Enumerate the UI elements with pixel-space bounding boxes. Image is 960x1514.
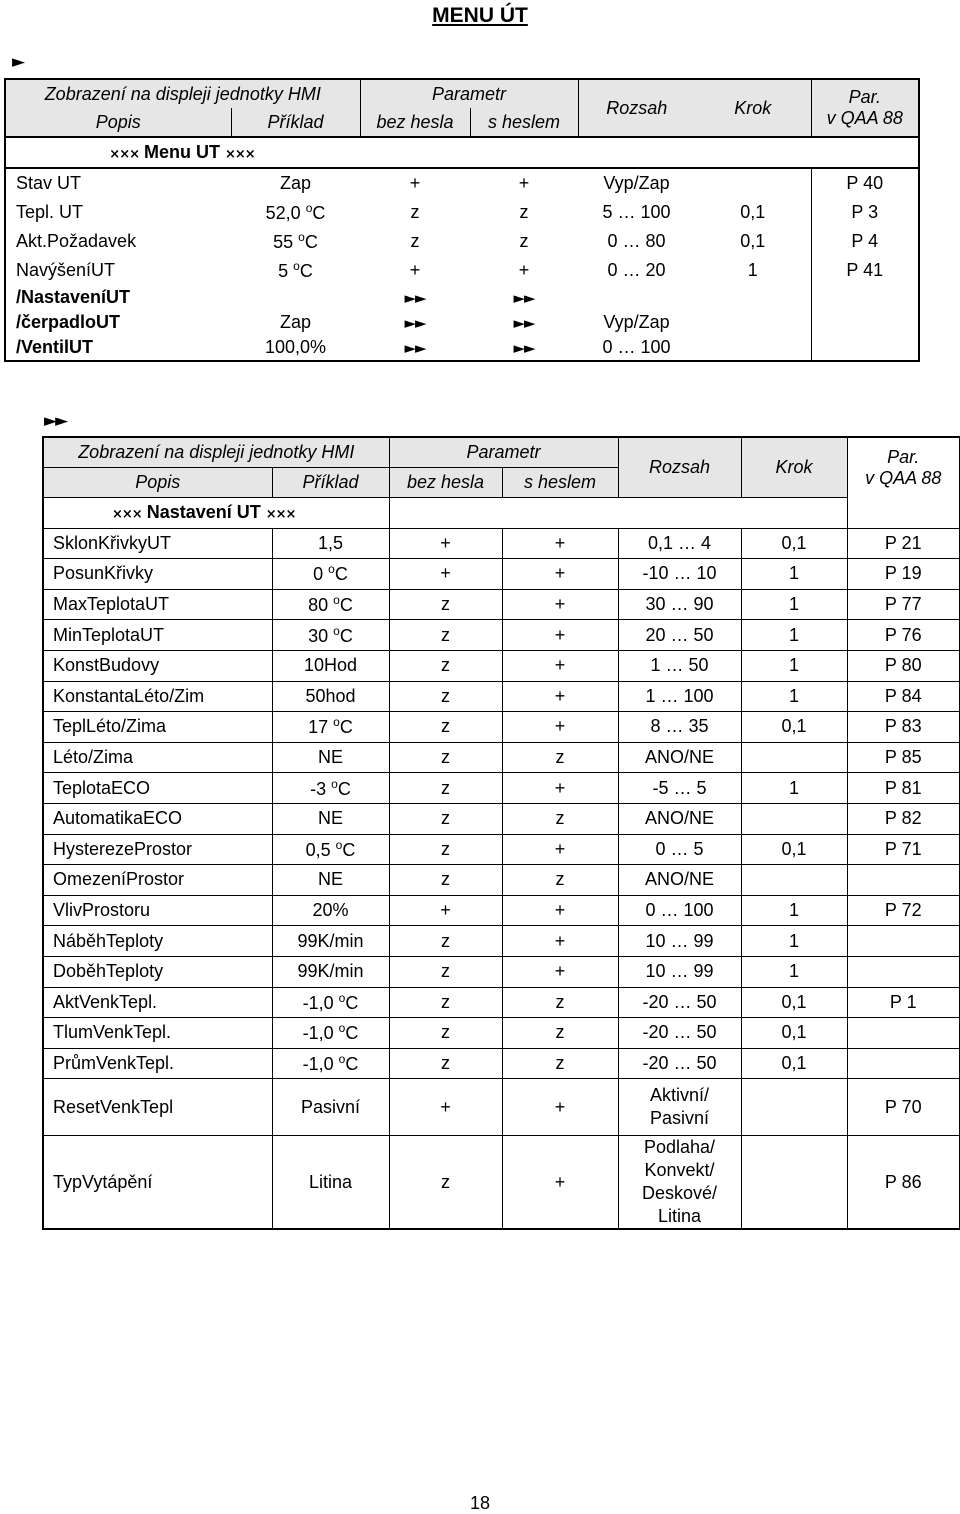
table-row xyxy=(43,895,960,926)
header-popis: Popis xyxy=(5,108,231,137)
cell-popis: KonstantaLéto/Zim xyxy=(43,681,272,712)
cell-bez: z xyxy=(410,231,420,251)
header2-popis: Popis xyxy=(43,468,272,498)
arrow-marker-single: ► xyxy=(12,52,24,72)
cell-s: + xyxy=(502,589,618,620)
cell-s: ►► xyxy=(513,288,535,307)
cell-rozsah: -20 … 50 xyxy=(618,1048,741,1079)
cell-par: P 77 xyxy=(847,589,960,620)
nastaveni-ut-table xyxy=(42,436,960,1230)
cell-popis: Tepl. UT xyxy=(16,202,84,222)
cell-rozsah: -5 … 5 xyxy=(618,773,741,804)
cell-bez: + xyxy=(389,528,502,559)
cell-popis: TeplLéto/Zima xyxy=(43,712,272,743)
header-rozsah: Rozsah xyxy=(578,79,695,137)
cell-par: P 80 xyxy=(847,650,960,681)
cell-krok: 0,1 xyxy=(741,528,847,559)
cell-rozsah: 0,1 … 4 xyxy=(618,528,741,559)
cell-bez: + xyxy=(389,559,502,590)
cell-bez: z xyxy=(389,987,502,1018)
cell-krok: 1 xyxy=(741,681,847,712)
cell-priklad: 0,5 $^o$C xyxy=(272,834,389,865)
cell-bez: + xyxy=(389,895,502,926)
section-title-menu-ut: ××× Menu UT ××× xyxy=(5,137,360,168)
table-row: TypVytápění Litina z + Podlaha/ Konvekt/ Deskové/ Litina P 86 xyxy=(43,1136,960,1230)
header-krok: Krok xyxy=(695,79,811,137)
cell-s: z xyxy=(502,1018,618,1049)
cell-krok xyxy=(695,168,811,198)
cell-rozsah: 20 … 50 xyxy=(618,620,741,651)
table-row: ResetVenkTepl Pasivní + + Aktivní/ Pasivní P 70 xyxy=(43,1079,960,1136)
table-row xyxy=(43,956,960,987)
cell-priklad: 10Hod xyxy=(272,650,389,681)
table-row xyxy=(5,198,919,227)
cell-priklad: NE xyxy=(272,865,389,896)
header-priklad: Příklad xyxy=(231,108,360,137)
cell-priklad xyxy=(231,285,360,310)
cell-priklad: -1,0 $^o$C xyxy=(272,1018,389,1049)
cell-par: P 3 xyxy=(811,198,919,227)
cell-bez: ►► xyxy=(404,313,426,332)
header2-s-heslem: s heslem xyxy=(502,468,618,498)
cell-par: P 71 xyxy=(847,834,960,865)
cell-priklad: 55 $^o$C xyxy=(273,230,318,252)
cell-s: z xyxy=(502,803,618,834)
cell-bez: z xyxy=(389,620,502,651)
cell-bez: z xyxy=(389,773,502,804)
cell-popis: HysterezeProstor xyxy=(43,834,272,865)
cell-krok: 1 xyxy=(741,650,847,681)
cell-krok xyxy=(741,803,847,834)
cell-krok: 0,1 xyxy=(741,1048,847,1079)
cell-popis: DoběhTeploty xyxy=(43,956,272,987)
cell-popis: PrůmVenkTepl. xyxy=(43,1048,272,1079)
table-row xyxy=(43,803,960,834)
cell-bez: z xyxy=(389,834,502,865)
cell-popis: /NastaveníUT xyxy=(16,287,131,307)
cell-rozsah: Vyp/Zap xyxy=(603,312,670,332)
cell-priklad: -3 $^o$C xyxy=(272,773,389,804)
cell-s: + xyxy=(518,260,530,280)
cell-par: P 81 xyxy=(847,773,960,804)
table-row xyxy=(43,834,960,865)
cell-popis: TlumVenkTepl. xyxy=(43,1018,272,1049)
cell-par: P 21 xyxy=(847,528,960,559)
cell-par: P 82 xyxy=(847,803,960,834)
cell-s: z xyxy=(519,231,529,251)
cell-popis: TeplotaECO xyxy=(43,773,272,804)
cell-rozsah: Vyp/Zap xyxy=(603,173,670,193)
header-par: Par. v QAA 88 xyxy=(811,79,919,137)
table-row xyxy=(43,528,960,559)
cell-priklad: Zap xyxy=(279,173,312,193)
cell-s: z xyxy=(519,202,529,222)
cell-s: ►► xyxy=(513,338,535,357)
cell-rozsah: 1 … 50 xyxy=(618,650,741,681)
cell-bez: z xyxy=(389,926,502,957)
section-title-nastaveni-ut: ××× Nastavení UT ××× xyxy=(43,498,389,529)
cell-priklad: 5 $^o$C xyxy=(278,259,313,281)
table-row xyxy=(43,1048,960,1079)
table-row xyxy=(5,335,919,361)
cell-rozsah: 0 … 100 xyxy=(602,337,671,357)
cell-krok: 1 xyxy=(741,956,847,987)
cell-krok: 0,1 xyxy=(741,987,847,1018)
cell-popis: /čerpadloUT xyxy=(16,312,121,332)
header-bez-hesla: bez hesla xyxy=(360,108,470,137)
header2-krok: Krok xyxy=(741,437,847,498)
cell-rozsah: ANO/NE xyxy=(618,865,741,896)
cell-krok: 1 xyxy=(741,589,847,620)
cell-s: + xyxy=(502,681,618,712)
cell-bez: z xyxy=(389,742,502,773)
cell-priklad: 17 $^o$C xyxy=(272,712,389,743)
cell-rozsah: 10 … 99 xyxy=(618,926,741,957)
header2-priklad: Příklad xyxy=(272,468,389,498)
cell-bez: z xyxy=(389,650,502,681)
cell-krok xyxy=(741,865,847,896)
cell-rozsah: 5 … 100 xyxy=(602,202,671,222)
cell-krok: 0,1 xyxy=(740,231,766,251)
cell-rozsah: 0 … 20 xyxy=(607,260,666,280)
cell-s: z xyxy=(502,987,618,1018)
cell-s: + xyxy=(502,528,618,559)
cell-priklad: -1,0 $^o$C xyxy=(272,987,389,1018)
cell-rozsah: 1 … 100 xyxy=(618,681,741,712)
header2-rozsah: Rozsah xyxy=(618,437,741,498)
cell-priklad: 99K/min xyxy=(272,956,389,987)
cell-rozsah: 30 … 90 xyxy=(618,589,741,620)
table-row xyxy=(5,168,919,198)
arrow-marker-double: ►► xyxy=(44,411,67,431)
table-row xyxy=(43,650,960,681)
cell-priklad: 0 $^o$C xyxy=(272,559,389,590)
table-row xyxy=(43,987,960,1018)
cell-popis: /VentilUT xyxy=(16,337,94,357)
table-row xyxy=(43,620,960,651)
cell-priklad: 20% xyxy=(272,895,389,926)
header2-param-label: Parametr xyxy=(389,437,618,468)
cell-priklad: 52,0 $^o$C xyxy=(265,201,326,223)
cell-rozsah: 10 … 99 xyxy=(618,956,741,987)
table-row xyxy=(5,256,919,285)
cell-priklad: Zap xyxy=(279,312,312,332)
cell-par: P 1 xyxy=(847,987,960,1018)
cell-priklad: 99K/min xyxy=(272,926,389,957)
cell-bez: z xyxy=(410,202,420,222)
cell-bez: z xyxy=(389,1048,502,1079)
cell-priklad: NE xyxy=(272,803,389,834)
cell-s: + xyxy=(502,895,618,926)
header2-display-label: Zobrazení na displeji jednotky HMI xyxy=(43,437,389,468)
cell-popis: Léto/Zima xyxy=(43,742,272,773)
cell-priklad: 100,0% xyxy=(264,337,327,357)
cell-krok: 1 xyxy=(747,260,758,280)
table-row xyxy=(43,773,960,804)
cell-par: P 76 xyxy=(847,620,960,651)
cell-s: z xyxy=(502,742,618,773)
cell-rozsah: ANO/NE xyxy=(618,803,741,834)
cell-krok: 1 xyxy=(741,926,847,957)
cell-popis: VlivProstoru xyxy=(43,895,272,926)
table-row xyxy=(5,227,919,256)
cell-popis: AutomatikaECO xyxy=(43,803,272,834)
cell-bez: z xyxy=(389,1018,502,1049)
cell-priklad: 50hod xyxy=(272,681,389,712)
cell-par xyxy=(847,1018,960,1049)
cell-par: P 40 xyxy=(811,168,919,198)
cell-bez: ►► xyxy=(404,338,426,357)
cell-krok: 0,1 xyxy=(741,1018,847,1049)
table-row xyxy=(5,310,919,335)
cell-popis: Akt.Požadavek xyxy=(16,231,137,251)
cell-priklad: 80 $^o$C xyxy=(272,589,389,620)
cell-popis: OmezeníProstor xyxy=(43,865,272,896)
cell-popis: NavýšeníUT xyxy=(16,260,116,280)
header2-par: Par. v QAA 88 xyxy=(847,437,960,498)
cell-krok: 0,1 xyxy=(741,712,847,743)
cell-par: P 83 xyxy=(847,712,960,743)
cell-bez: z xyxy=(389,681,502,712)
cell-par xyxy=(847,926,960,957)
cell-rozsah: -20 … 50 xyxy=(618,987,741,1018)
cell-bez: z xyxy=(389,589,502,620)
cell-popis: SklonKřivkyUT xyxy=(43,528,272,559)
cell-rozsah: ANO/NE xyxy=(618,742,741,773)
cell-popis: MinTeplotaUT xyxy=(43,620,272,651)
cell-s: + xyxy=(502,712,618,743)
cell-par: P 85 xyxy=(847,742,960,773)
cell-krok: 1 xyxy=(741,895,847,926)
table-row xyxy=(43,712,960,743)
menu-ut-table xyxy=(4,78,920,362)
cell-s: + xyxy=(502,650,618,681)
table-row xyxy=(43,926,960,957)
header2-bez-hesla: bez hesla xyxy=(389,468,502,498)
cell-par xyxy=(847,865,960,896)
cell-par xyxy=(847,956,960,987)
cell-par: P 72 xyxy=(847,895,960,926)
cell-s: + xyxy=(502,956,618,987)
cell-rozsah xyxy=(578,285,695,310)
cell-krok: 0,1 xyxy=(741,834,847,865)
page-number: 18 xyxy=(469,1493,491,1513)
cell-par: P 84 xyxy=(847,681,960,712)
table-row xyxy=(43,681,960,712)
cell-s: + xyxy=(502,620,618,651)
cell-krok: 0,1 xyxy=(740,202,766,222)
cell-s: z xyxy=(502,1048,618,1079)
cell-bez: z xyxy=(389,803,502,834)
cell-bez: z xyxy=(389,956,502,987)
cell-s: + xyxy=(502,926,618,957)
table-row xyxy=(43,559,960,590)
table-row xyxy=(43,589,960,620)
cell-popis: KonstBudovy xyxy=(43,650,272,681)
cell-rozsah: 0 … 5 xyxy=(618,834,741,865)
header-param-label: Parametr xyxy=(360,79,578,108)
cell-popis: MaxTeplotaUT xyxy=(43,589,272,620)
cell-par xyxy=(847,1048,960,1079)
table-row xyxy=(43,742,960,773)
table-row xyxy=(43,865,960,896)
cell-s: ►► xyxy=(513,313,535,332)
cell-par: P 41 xyxy=(811,256,919,285)
cell-krok: 1 xyxy=(741,773,847,804)
cell-rozsah: 0 … 80 xyxy=(607,231,666,251)
header-s-heslem: s heslem xyxy=(470,108,578,137)
cell-rozsah: -20 … 50 xyxy=(618,1018,741,1049)
cell-bez: z xyxy=(389,712,502,743)
cell-bez: z xyxy=(389,865,502,896)
cell-krok: 1 xyxy=(741,620,847,651)
cell-priklad: 30 $^o$C xyxy=(272,620,389,651)
cell-bez: ►► xyxy=(404,288,426,307)
cell-s: + xyxy=(518,173,530,193)
cell-s: z xyxy=(502,865,618,896)
cell-par: P 4 xyxy=(811,227,919,256)
cell-krok xyxy=(741,742,847,773)
header-display-label: Zobrazení na displeji jednotky HMI xyxy=(44,83,321,104)
table-row xyxy=(5,285,919,310)
cell-par: P 19 xyxy=(847,559,960,590)
cell-bez: + xyxy=(409,173,421,193)
cell-priklad: -1,0 $^o$C xyxy=(272,1048,389,1079)
cell-s: + xyxy=(502,834,618,865)
cell-priklad: 1,5 xyxy=(272,528,389,559)
cell-popis: PosunKřivky xyxy=(43,559,272,590)
cell-priklad: NE xyxy=(272,742,389,773)
table-row xyxy=(43,1018,960,1049)
cell-popis: Stav UT xyxy=(16,173,82,193)
cell-rozsah: 0 … 100 xyxy=(618,895,741,926)
cell-rozsah: 8 … 35 xyxy=(618,712,741,743)
cell-popis: NáběhTeploty xyxy=(43,926,272,957)
page-title: MENU ÚT xyxy=(432,4,528,27)
cell-bez: + xyxy=(409,260,421,280)
cell-s: + xyxy=(502,559,618,590)
cell-krok: 1 xyxy=(741,559,847,590)
cell-s: + xyxy=(502,773,618,804)
cell-popis: AktVenkTepl. xyxy=(43,987,272,1018)
cell-rozsah: -10 … 10 xyxy=(618,559,741,590)
